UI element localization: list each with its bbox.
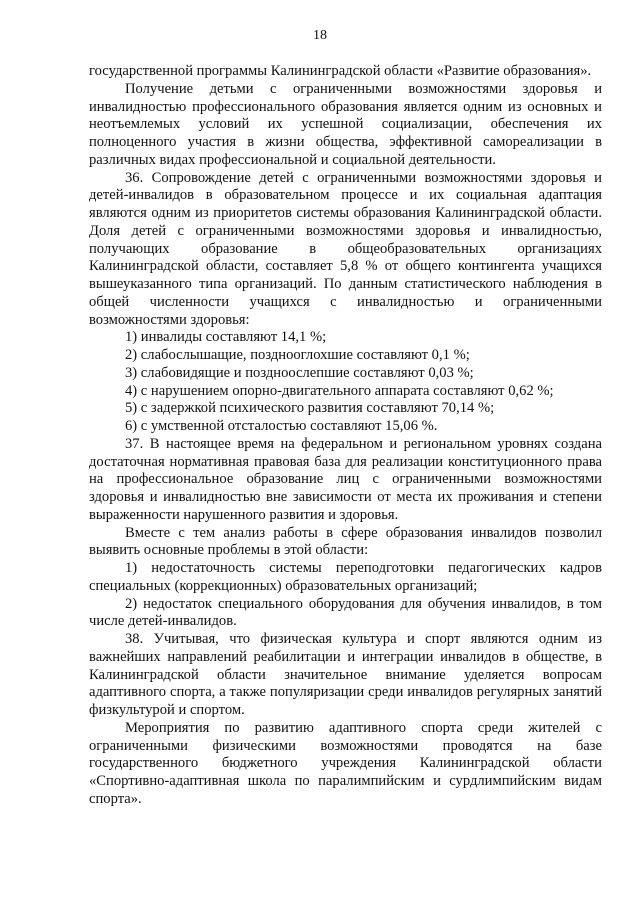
list-item-mental-delay: 5) с задержкой психического развития составляют 70,14 %; (125, 400, 495, 417)
list-item-intellectual: 6) с умственной отсталостью составляют 15,06 %. (125, 418, 438, 434)
paragraph-36-support: 36. Сопровождение детей с ограниченными возможностями здоровья и детей-инвалидов в образовательном процессе и их социальная адаптация являются одним из приоритетов системы образования Калининградской области. Доля детей с ограниченными возможностями здоровья и инвалидностью, получающих образование в общеобразовательных организациях Калининградской области, составляет 5,8 % от общего контингента учащихся вышеуказанного типа организаций. По данным статистического наблюдения в общей численности учащихся с инвалидностью и ограниченными возможностями здоровья: (89, 169, 602, 328)
list-item-hearing: 2) слабослышащие, позднооглохшие составляют 0,1 %; (125, 347, 470, 363)
paragraph-adaptive-sport-school: Мероприятия по развитию адаптивного спорта среди жителей с ограниченными физическими возможностями проводятся на базе государственного бюджетного учреждения Калининградской области «Спортивно-адаптивная школа по паралимпийским и сурдлимпийским видам спорта». (89, 719, 602, 807)
paragraph-37-legal-base: 37. В настоящее время на федеральном и региональном уровнях создана достаточная нормативная правовая база для реализации конституционного права на профессиональное образование лиц с ограниченными возможностями здоровья и инвалидностью вне зависимости от места их проживания и степени выраженности нарушенного развития и здоровья. (89, 435, 602, 523)
paragraph-education-socialization: Получение детьми с ограниченными возможностями здоровья и инвалидностью профессионального образования является одним из основных и неотъемлемых условий их успешной социализации, обеспечения их полноценного участия в жизни общества, эффективной самореализации в различных видах профессиональной и социальной деятельности. (89, 80, 602, 168)
list-item-disabled: 1) инвалиды составляют 14,1 %; (125, 329, 327, 346)
paragraph-problems-intro: Вместе с тем анализ работы в сфере образования инвалидов позволил выявить основные проблемы в этой области: (89, 524, 602, 559)
list-item-vision: 3) слабовидящие и поздноослепшие составляют 0,03 %; (125, 364, 474, 381)
paragraph-program-title: государственной программы Калининградской области «Развитие образования». (89, 63, 592, 79)
problem-item-equipment: 2) недостаток специального оборудования для обучения инвалидов, в том числе детей-инвалидов. (89, 595, 602, 630)
list-item-musculoskeletal: 4) с нарушением опорно-двигательного аппарата составляют 0,62 %; (125, 382, 554, 399)
paragraph-38-sport: 38. Учитывая, что физическая культура и спорт являются одним из важнейших направлений реабилитации и интеграции инвалидов в обществе, в Калининградской области значительное внимание уделяется вопросам адаптивного спорта, а также популяризации среди инвалидов регулярных занятий физкультурой и спортом. (89, 631, 602, 718)
page-number: 18 (313, 28, 327, 43)
document-body (89, 63, 602, 809)
problem-item-training: 1) недостаточность системы переподготовки педагогических кадров специальных (коррекционных) образовательных организаций; (89, 560, 602, 594)
